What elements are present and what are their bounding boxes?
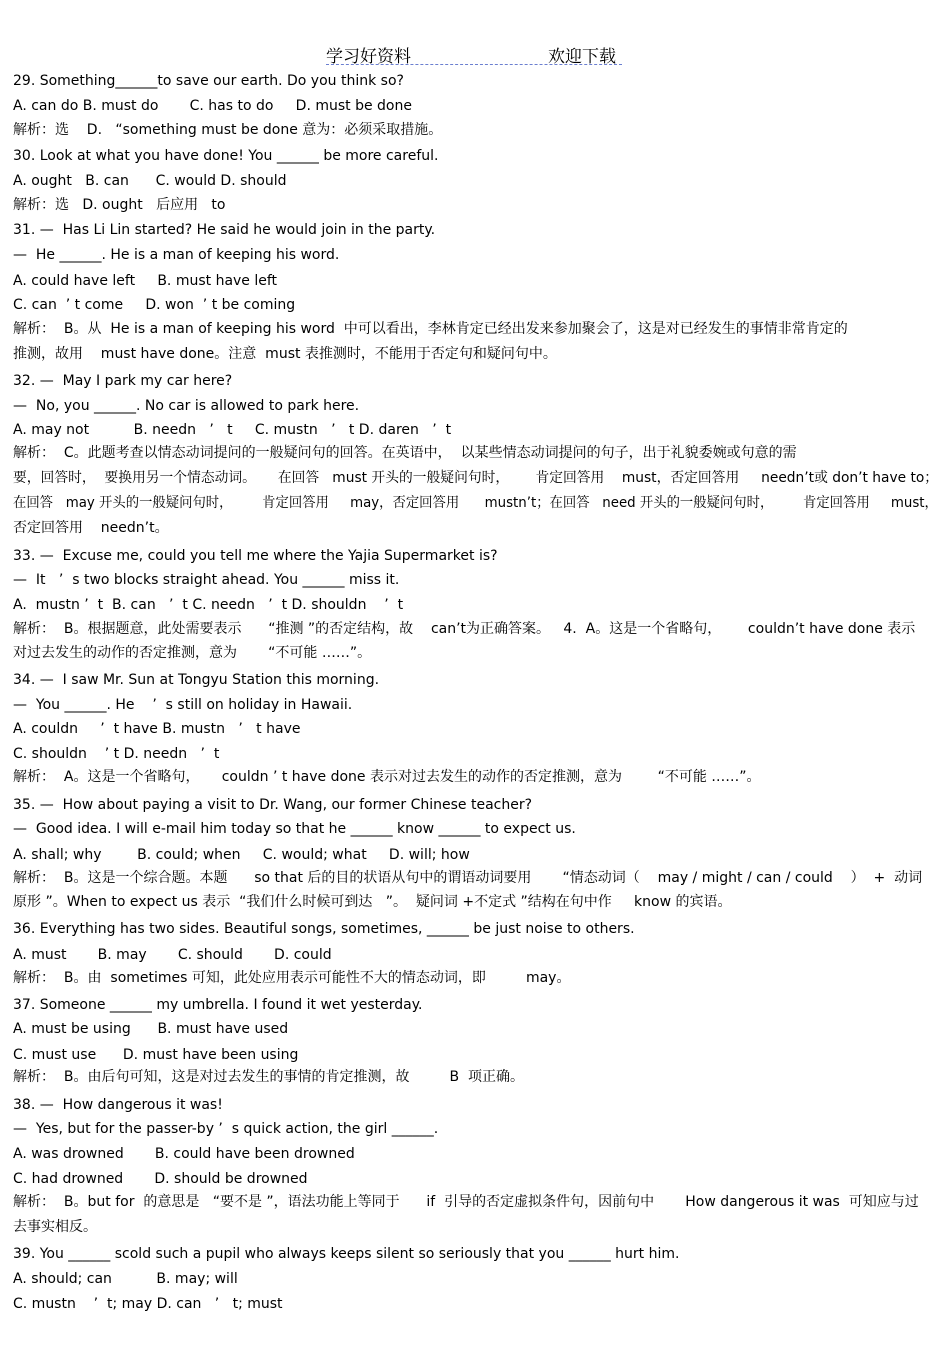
text-line: 解析： A。这是一个省略句， couldn ’ t have done 表示对过去发生的动作的否定推测，意为 “不可能 ……”。 <box>13 769 761 785</box>
text-line: 解析：选 D. “something must be done 意为：必须采取措施。 <box>13 122 443 138</box>
text-line: 对过去发生的动作的否定推测，意为 “不可能 ……”。 <box>13 645 372 661</box>
text-line: 推测，故用 must have done。注意 must 表推测时，不能用于否定句和疑问句中。 <box>13 346 557 362</box>
text-line: 解析： B。从 He is a man of keeping his word 中可以看出，李林肯定已经出发来参加聚会了，这是对已经发生的事情非常肯定的 <box>13 321 848 337</box>
text-line: A. must B. may C. should D. could <box>13 947 332 963</box>
text-line: — No, you ______. No car is allowed to park here. <box>13 398 360 414</box>
text-line: — You ______. He ’ s still on holiday in Hawaii. <box>13 697 353 713</box>
text-line: A. shall; why B. could; when C. would; what D. will; how <box>13 847 470 863</box>
text-line: 29. Something______to save our earth. Do you think so? <box>13 73 404 89</box>
header-left-text: 学习好资料 <box>326 47 411 67</box>
header-right-text: 欢迎下载 <box>548 47 616 67</box>
text-line: — Good idea. I will e-mail him today so that he ______ know ______ to expect us. <box>13 821 576 837</box>
text-line: 33. — Excuse me, could you tell me where the Yajia Supermarket is? <box>13 548 498 564</box>
text-line: A. could have left B. must have left <box>13 273 278 289</box>
text-line: 解析： B。but for 的意思是 “要不是 ”，语法功能上等同于 if 引导的否定虚拟条件句，因前句中 How dangerous it was 可知应与过 <box>13 1194 919 1210</box>
text-line: A. couldn ’ t have B. mustn ’ t have <box>13 721 301 737</box>
text-line: — He ______. He is a man of keeping his word. <box>13 247 340 263</box>
text-line: C. mustn ’ t; may D. can ’ t; must <box>13 1296 283 1312</box>
text-line: A. can do B. must do C. has to do D. must be done <box>13 98 412 114</box>
text-line: 解析： B。由 sometimes 可知，此处应用表示可能性不大的情态动词，即 may。 <box>13 970 571 986</box>
text-line: 解析： B。这是一个综合题。本题 so that 后的目的状语从句中的谓语动词要用 “情态动词（ may / might / can / could ） + 动词 <box>13 870 923 886</box>
text-line: 39. You ______ scold such a pupil who always keeps silent so seriously that you ______ hurt him. <box>13 1246 680 1262</box>
text-line: 原形 ”。When to expect us 表示 “我们什么时候可到达 ”。 疑问词 +不定式 ”结构在句中作 know 的宾语。 <box>13 894 732 910</box>
text-line: 解析： B。根据题意，此处需要表示 “推测 ”的否定结构，故 can’t为正确答案。 4. A。这是一个省略句， couldn’t have done 表示 <box>13 621 916 637</box>
text-line: — Yes, but for the passer-by ’ s quick action, the girl ______. <box>13 1121 439 1137</box>
text-line: C. shouldn ’ t D. needn ’ t <box>13 746 220 762</box>
text-line: 否定回答用 needn’t。 <box>13 520 169 536</box>
text-line: 34. — I saw Mr. Sun at Tongyu Station this morning. <box>13 672 380 688</box>
text-line: 解析： C。此题考查以情态动词提问的一般疑问句的回答。在英语中， 以某些情态动词提问的句子，出于礼貌委婉或句意的需 <box>13 445 797 461</box>
text-line: 31. — Has Li Lin started? He said he would join in the party. <box>13 222 436 238</box>
text-line: C. must use D. must have been using <box>13 1047 299 1063</box>
text-line: 30. Look at what you have done! You ______ be more careful. <box>13 148 439 164</box>
text-line: 在回答 may 开头的一般疑问句时， 肯定回答用 may，否定回答用 mustn’t；在回答 need 开头的一般疑问句时， 肯定回答用 must， <box>13 495 938 511</box>
text-line: 解析：选 D. ought 后应用 to <box>13 197 226 213</box>
text-line: — It ’ s two blocks straight ahead. You ______ miss it. <box>13 572 400 588</box>
text-line: 去事实相反。 <box>13 1219 97 1235</box>
page-header <box>326 40 622 65</box>
text-line: 解析： B。由后句可知，这是对过去发生的事情的肯定推测，故 B 项正确。 <box>13 1069 525 1085</box>
text-line: 37. Someone ______ my umbrella. I found it wet yesterday. <box>13 997 423 1013</box>
text-line: A. was drowned B. could have been drowned <box>13 1146 355 1162</box>
text-line: 要，回答时， 要换用另一个情态动词。 在回答 must 开头的一般疑问句时， 肯定回答用 must，否定回答用 needn’t或 don’t have to； <box>13 470 939 486</box>
text-line: A. may not B. needn ’ t C. mustn ’ t D. daren ’ t <box>13 422 452 438</box>
text-line: A. should; can B. may; will <box>13 1271 238 1287</box>
text-line: 38. — How dangerous it was! <box>13 1097 223 1113</box>
text-line: A. mustn ’ t B. can ’ t C. needn ’ t D. shouldn ’ t <box>13 597 404 613</box>
text-line: 35. — How about paying a visit to Dr. Wang, our former Chinese teacher? <box>13 797 533 813</box>
text-line: A. ought B. can C. would D. should <box>13 173 287 189</box>
text-line: 32. — May I park my car here? <box>13 373 233 389</box>
text-line: 36. Everything has two sides. Beautiful songs, sometimes, ______ be just noise to others. <box>13 921 635 937</box>
text-line: C. had drowned D. should be drowned <box>13 1171 308 1187</box>
text-line: A. must be using B. must have used <box>13 1021 289 1037</box>
text-line: C. can ’ t come D. won ’ t be coming <box>13 297 296 313</box>
